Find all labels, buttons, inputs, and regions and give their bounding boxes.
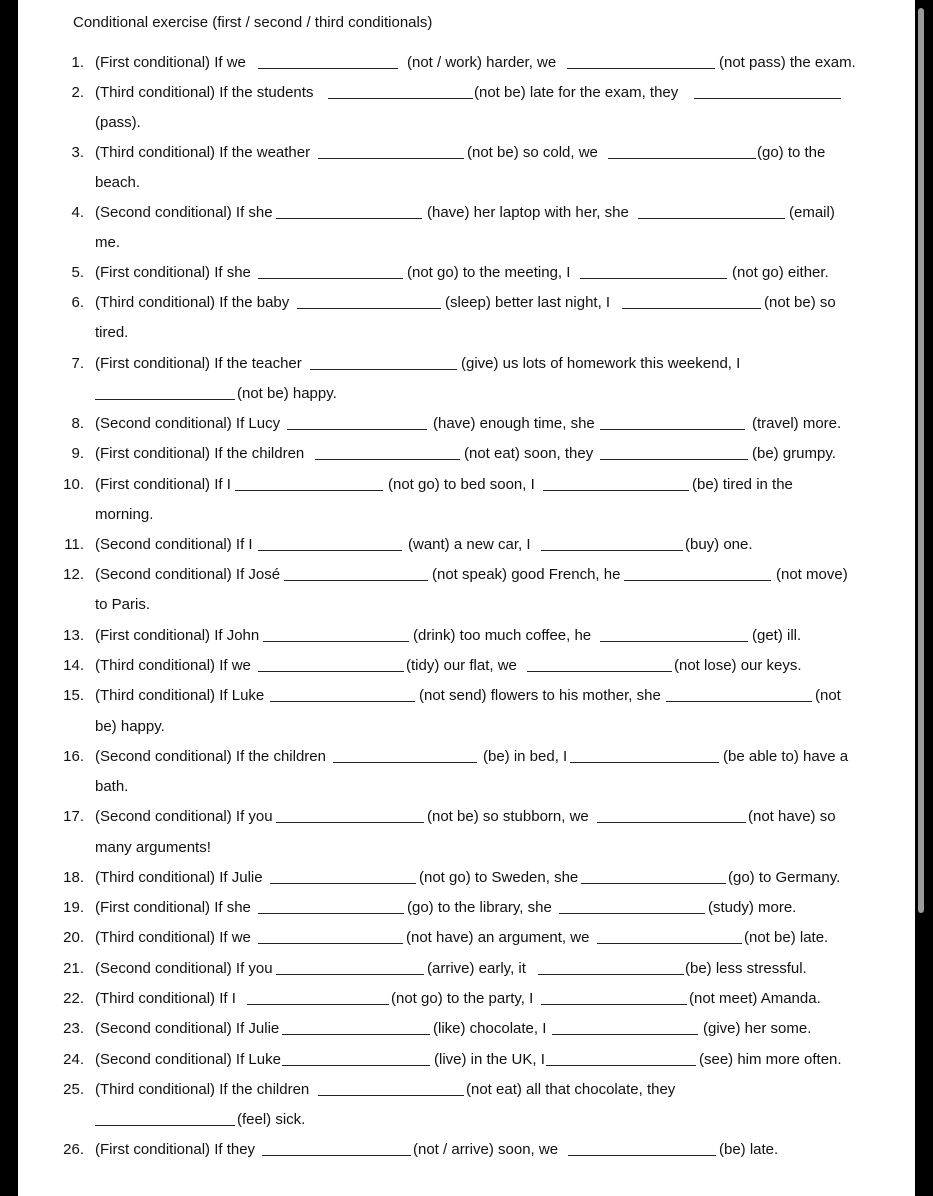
item-clause-a: (First conditional) If I: [95, 476, 231, 493]
answer-blank[interactable]: [270, 701, 415, 702]
item-clause-a: (Third conditional) If the weather: [95, 144, 311, 161]
item-clause-c: (not have) so: [748, 808, 836, 825]
exercise-item: [0, 1018, 933, 1040]
exercise-item: [0, 655, 933, 677]
answer-blank[interactable]: [258, 278, 403, 279]
item-clause-b: (not be) late for the exam, they: [474, 84, 679, 101]
exercise-item-continuation: [0, 837, 933, 859]
item-clause-c: (not lose) our keys.: [674, 657, 802, 674]
item-continuation-text: many arguments!: [95, 839, 211, 856]
answer-blank[interactable]: [541, 1004, 687, 1005]
item-clause-b: (drink) too much coffee, he: [413, 627, 592, 644]
exercise-item: [0, 202, 933, 224]
item-clause-c: (go) to the: [757, 144, 826, 161]
answer-blank[interactable]: [95, 1125, 235, 1126]
exercise-item: [0, 443, 933, 465]
item-clause-c: (go) to Germany.: [728, 869, 841, 886]
answer-blank[interactable]: [622, 308, 761, 309]
item-clause-b: (not / work) harder, we: [407, 54, 557, 71]
answer-blank[interactable]: [276, 974, 424, 975]
item-number: 12.: [63, 566, 84, 583]
answer-blank[interactable]: [328, 98, 473, 99]
answer-blank[interactable]: [580, 278, 727, 279]
item-continuation-text: (pass).: [95, 114, 141, 131]
exercise-item: [0, 1049, 933, 1071]
exercise-item: [0, 927, 933, 949]
exercise-item: [0, 685, 933, 707]
exercise-item: [0, 958, 933, 980]
item-clause-b: (sleep) better last night, I: [445, 294, 611, 311]
exercise-item: [0, 353, 933, 375]
item-clause-b: (not be) so cold, we: [467, 144, 598, 161]
item-clause-a: (Third conditional) If Julie: [95, 869, 263, 886]
answer-blank[interactable]: [608, 158, 756, 159]
item-number: 2.: [71, 84, 84, 101]
answer-blank[interactable]: [597, 943, 742, 944]
item-clause-c: (not be) late.: [744, 929, 829, 946]
item-clause-b: (have) enough time, she: [433, 415, 595, 432]
exercise-item-continuation: [0, 172, 933, 194]
item-clause-b: (not go) to Sweden, she: [419, 869, 579, 886]
item-clause-c: (not pass) the exam.: [719, 54, 856, 71]
answer-blank[interactable]: [638, 218, 785, 219]
exercise-item: [0, 142, 933, 164]
answer-blank[interactable]: [527, 671, 672, 672]
item-clause-c: (be) late.: [719, 1141, 779, 1158]
answer-blank[interactable]: [247, 1004, 389, 1005]
item-clause-b: (not go) to the meeting, I: [407, 264, 571, 281]
exercise-item-continuation: [0, 1109, 933, 1131]
answer-blank[interactable]: [282, 1034, 430, 1035]
item-clause-a: (Second conditional) If I: [95, 536, 253, 553]
item-clause-b: (go) to the library, she: [407, 899, 552, 916]
answer-blank[interactable]: [276, 822, 424, 823]
item-clause-a: (Second conditional) If José: [95, 566, 281, 583]
item-clause-b: (live) in the UK, I: [434, 1051, 545, 1068]
answer-blank[interactable]: [263, 641, 409, 642]
item-clause-a: (Third conditional) If we: [95, 657, 251, 674]
item-number: 19.: [63, 899, 84, 916]
item-number: 23.: [63, 1020, 84, 1037]
answer-blank[interactable]: [262, 1155, 411, 1156]
answer-blank[interactable]: [624, 580, 771, 581]
exercise-item-continuation: [0, 112, 933, 134]
exercise-item: [0, 82, 933, 104]
exercise-item: [0, 867, 933, 889]
item-number: 20.: [63, 929, 84, 946]
answer-blank[interactable]: [541, 550, 683, 551]
item-clause-c: (give) her some.: [703, 1020, 812, 1037]
answer-blank[interactable]: [287, 429, 427, 430]
item-clause-b: (be) in bed, I: [483, 748, 568, 765]
item-continuation-text: tired.: [95, 324, 129, 341]
item-clause-c: (be) less stressful.: [685, 960, 807, 977]
item-clause-c: (buy) one.: [685, 536, 753, 553]
answer-blank[interactable]: [597, 822, 746, 823]
item-clause-a: (First conditional) If she: [95, 264, 251, 281]
item-clause-b: (not go) to bed soon, I: [388, 476, 535, 493]
item-number: 22.: [63, 990, 84, 1007]
answer-blank[interactable]: [546, 1065, 696, 1066]
item-number: 21.: [63, 960, 84, 977]
exercise-item: [0, 262, 933, 284]
answer-blank[interactable]: [258, 550, 402, 551]
item-clause-a: (Third conditional) If the baby: [95, 294, 290, 311]
item-clause-a: (First conditional) If the teacher: [95, 355, 302, 372]
item-number: 26.: [63, 1141, 84, 1158]
answer-blank[interactable]: [258, 671, 404, 672]
item-clause-c: (email): [789, 204, 835, 221]
exercise-item-continuation: [0, 232, 933, 254]
item-clause-b: (not go) to the party, I: [391, 990, 534, 1007]
item-clause-a: (Second conditional) If the children: [95, 748, 326, 765]
exercise-item: [0, 564, 933, 586]
item-clause-b: (not eat) soon, they: [464, 445, 594, 462]
item-number: 16.: [63, 748, 84, 765]
item-number: 13.: [63, 627, 84, 644]
exercise-item: [0, 625, 933, 647]
answer-blank[interactable]: [258, 943, 403, 944]
item-clause-b: (not be) so stubborn, we: [427, 808, 589, 825]
item-clause-c: (not meet) Amanda.: [689, 990, 821, 1007]
item-clause-b: (not have) an argument, we: [406, 929, 590, 946]
item-clause-c: (not go) either.: [732, 264, 829, 281]
item-number: 3.: [71, 144, 84, 161]
item-clause-c: (travel) more.: [752, 415, 842, 432]
answer-blank[interactable]: [318, 158, 464, 159]
item-clause-a: (First conditional) If we: [95, 54, 246, 71]
item-clause-c: (not move): [776, 566, 848, 583]
exercise-item: [0, 292, 933, 314]
exercise-item: [0, 413, 933, 435]
answer-blank[interactable]: [310, 369, 457, 370]
item-clause-c: (not be) so: [764, 294, 836, 311]
exercise-item-continuation: [0, 776, 933, 798]
item-continuation-text: beach.: [95, 174, 141, 191]
exercise-item: [0, 474, 933, 496]
item-continuation-text: (not be) happy.: [237, 385, 337, 402]
item-number: 6.: [71, 294, 84, 311]
item-number: 5.: [71, 264, 84, 281]
item-clause-a: (First conditional) If they: [95, 1141, 256, 1158]
item-clause-c: (see) him more often.: [699, 1051, 842, 1068]
item-clause-c: (be) grumpy.: [752, 445, 836, 462]
item-clause-a: (Third conditional) If the students: [95, 84, 314, 101]
exercise-item-continuation: [0, 716, 933, 738]
answer-blank[interactable]: [567, 68, 715, 69]
item-clause-b: (not / arrive) soon, we: [413, 1141, 559, 1158]
item-number: 8.: [71, 415, 84, 432]
answer-blank[interactable]: [600, 641, 748, 642]
answer-blank[interactable]: [235, 490, 383, 491]
answer-blank[interactable]: [559, 913, 705, 914]
item-clause-c: (get) ill.: [752, 627, 802, 644]
item-clause-b: (like) chocolate, I: [433, 1020, 547, 1037]
item-continuation-text: morning.: [95, 506, 154, 523]
answer-blank[interactable]: [543, 490, 689, 491]
item-clause-a: (Second conditional) If she: [95, 204, 273, 221]
item-clause-a: (Second conditional) If you: [95, 808, 273, 825]
answer-blank[interactable]: [270, 883, 416, 884]
answer-blank[interactable]: [315, 459, 460, 460]
item-clause-a: (Second conditional) If you: [95, 960, 273, 977]
worksheet-title: Conditional exercise (first / second / third conditionals): [73, 14, 433, 31]
answer-blank[interactable]: [552, 1034, 698, 1035]
answer-blank[interactable]: [666, 701, 812, 702]
item-number: 15.: [63, 687, 84, 704]
item-number: 10.: [63, 476, 84, 493]
item-number: 1.: [71, 54, 84, 71]
exercise-item: [0, 806, 933, 828]
item-number: 25.: [63, 1081, 84, 1098]
item-clause-c: (not: [815, 687, 841, 704]
item-number: 11.: [64, 536, 84, 553]
item-continuation-text: me.: [95, 234, 121, 251]
item-clause-a: (First conditional) If John: [95, 627, 260, 644]
answer-blank[interactable]: [568, 1155, 716, 1156]
item-clause-a: (Third conditional) If the children: [95, 1081, 310, 1098]
item-number: 4.: [71, 204, 84, 221]
item-number: 9.: [71, 445, 84, 462]
exercise-item: [0, 534, 933, 556]
answer-blank[interactable]: [276, 218, 422, 219]
exercise-item-continuation: [0, 594, 933, 616]
item-number: 18.: [63, 869, 84, 886]
answer-blank[interactable]: [581, 883, 726, 884]
item-clause-a: (First conditional) If the children: [95, 445, 305, 462]
answer-blank[interactable]: [600, 429, 745, 430]
item-clause-a: (Second conditional) If Julie: [95, 1020, 280, 1037]
exercise-item-continuation: [0, 322, 933, 344]
answer-blank[interactable]: [570, 762, 719, 763]
item-clause-a: (Third conditional) If we: [95, 929, 251, 946]
answer-blank[interactable]: [538, 974, 684, 975]
item-clause-a: (Third conditional) If I: [95, 990, 236, 1007]
item-continuation-text: be) happy.: [95, 718, 165, 735]
item-clause-b: (arrive) early, it: [427, 960, 526, 977]
item-clause-c: (be able to) have a: [723, 748, 849, 765]
item-clause-a: (Second conditional) If Luke: [95, 1051, 281, 1068]
answer-blank[interactable]: [258, 68, 398, 69]
item-clause-b: (tidy) our flat, we: [406, 657, 517, 674]
item-clause-b: (not speak) good French, he: [432, 566, 621, 583]
answer-blank[interactable]: [600, 459, 748, 460]
item-number: 24.: [63, 1051, 84, 1068]
item-clause-a: (Second conditional) If Lucy: [95, 415, 281, 432]
item-clause-a: (First conditional) If she: [95, 899, 251, 916]
answer-blank[interactable]: [694, 98, 841, 99]
item-clause-b: (have) her laptop with her, she: [427, 204, 629, 221]
exercise-item-continuation: [0, 383, 933, 405]
item-clause-a: (Third conditional) If Luke: [95, 687, 265, 704]
item-number: 17.: [63, 808, 84, 825]
item-clause-c: (study) more.: [708, 899, 797, 916]
item-clause-b: (not eat) all that chocolate, they: [466, 1081, 676, 1098]
answer-blank[interactable]: [284, 580, 428, 581]
item-continuation-text: to Paris.: [95, 596, 151, 613]
item-number: 14.: [63, 657, 84, 674]
exercise-item: [0, 988, 933, 1010]
answer-blank[interactable]: [333, 762, 477, 763]
answer-blank[interactable]: [297, 308, 441, 309]
exercise-item-continuation: [0, 504, 933, 526]
item-clause-b: (want) a new car, I: [408, 536, 531, 553]
item-number: 7.: [71, 355, 84, 372]
answer-blank[interactable]: [258, 913, 404, 914]
item-continuation-text: bath.: [95, 778, 129, 795]
exercise-item: [0, 52, 933, 74]
item-clause-c: (be) tired in the: [692, 476, 793, 493]
answer-blank[interactable]: [318, 1095, 464, 1096]
item-clause-b: (give) us lots of homework this weekend, I: [461, 355, 741, 372]
item-clause-b: (not send) flowers to his mother, she: [419, 687, 661, 704]
answer-blank[interactable]: [95, 399, 235, 400]
exercise-item: [0, 746, 933, 768]
item-continuation-text: (feel) sick.: [237, 1111, 306, 1128]
exercise-item: [0, 897, 933, 919]
answer-blank[interactable]: [282, 1065, 430, 1066]
exercise-item: [0, 1079, 933, 1101]
exercise-item: [0, 1139, 933, 1161]
